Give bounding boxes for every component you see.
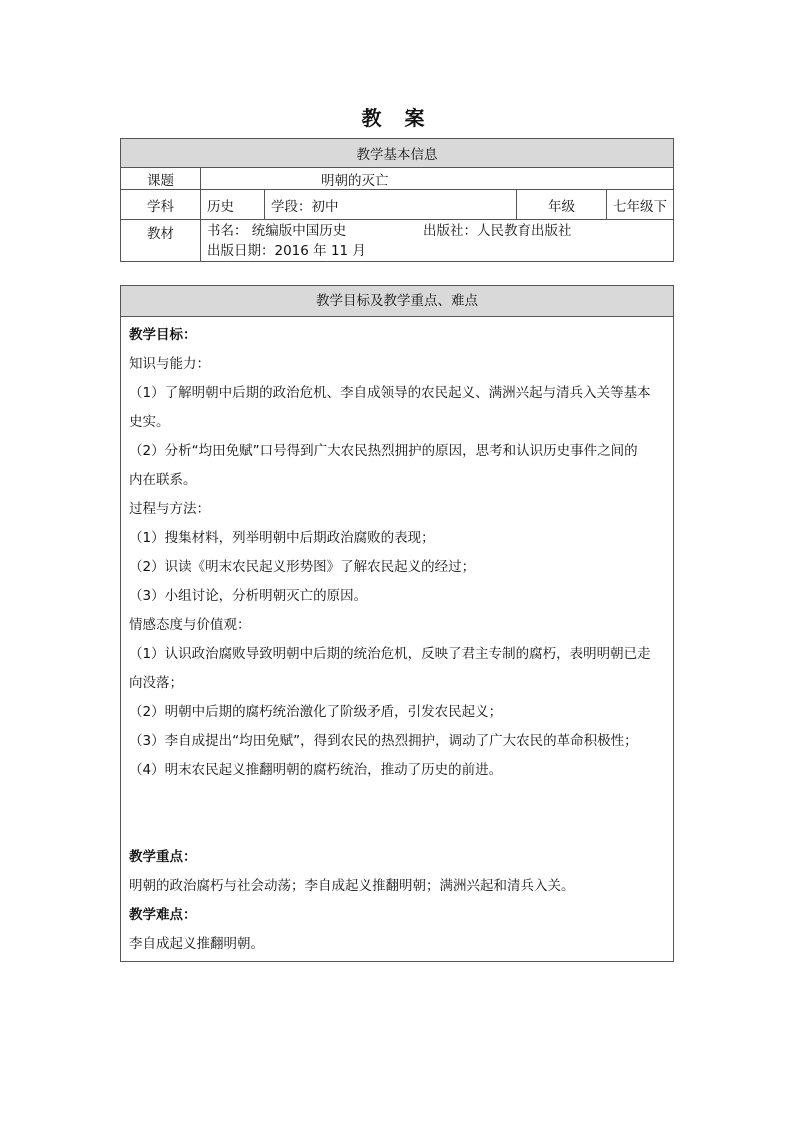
goal-line: （1）了解明朝中后期的政治危机、李自成领导的农民起义、满洲兴起与清兵入关等基本 <box>129 385 651 401</box>
goals-header: 教学目标及教学重点、难点 <box>121 286 673 317</box>
goals-section <box>120 285 674 962</box>
goal-line: （3）小组讨论，分析明朝灭亡的原因。 <box>129 588 368 604</box>
goals-body <box>121 317 673 959</box>
goal-line: （1）搜集材料，列举明朝中后期政治腐败的表现； <box>129 530 435 546</box>
goal-line: （2）分析“均田免赋”口号得到广大农民热烈拥护的原因，思考和认识历史事件之间的 <box>129 443 638 459</box>
key-points-label: 教学重点： <box>129 849 197 865</box>
publisher: 出版社：人民教育出版社 <box>423 222 572 239</box>
topic-value: 明朝的灭亡 <box>201 168 674 190</box>
grade-value: 七年级下 <box>607 190 674 220</box>
grade-label: 年级 <box>517 190 607 220</box>
difficult-points-text: 李自成起义推翻明朝。 <box>129 936 264 952</box>
goal-line: （2）明朝中后期的腐朽统治激化了阶级矛盾，引发农民起义； <box>129 704 503 720</box>
key-points-text: 明朝的政治腐朽与社会动荡；李自成起义推翻明朝；满洲兴起和清兵入关。 <box>129 878 575 894</box>
blank-space <box>129 785 667 843</box>
goal-line: 过程与方法： <box>129 501 210 517</box>
goal-line: 向没落； <box>129 675 183 691</box>
goal-line: 教学目标： <box>129 327 197 343</box>
difficult-points-label: 教学难点： <box>129 907 197 923</box>
subject-label: 学科 <box>121 190 201 220</box>
goal-line: 史实。 <box>129 414 170 430</box>
textbook-cell <box>201 220 674 262</box>
topic-label: 课题 <box>121 168 201 190</box>
textbook-label: 教材 <box>121 220 201 262</box>
goal-line: 情感态度与价值观： <box>129 617 251 633</box>
pub-date: 出版日期：2016 年 11 月 <box>207 242 366 259</box>
stage-value: 学段：初中 <box>265 190 517 220</box>
basic-info-table <box>120 138 674 262</box>
subject-value: 历史 <box>201 190 265 220</box>
goal-line: 内在联系。 <box>129 472 197 488</box>
book-name: 书名： 统编版中国历史 <box>207 222 347 239</box>
goal-line: （3）李自成提出“均田免赋”，得到农民的热烈拥护，调动了广大农民的革命积极性； <box>129 733 638 749</box>
page-title: 教 案 <box>361 106 433 130</box>
basic-info-header: 教学基本信息 <box>121 139 674 168</box>
goal-line: （1）认识政治腐败导致明朝中后期的统治危机，反映了君主专制的腐朽，表明明朝已走 <box>129 646 651 662</box>
goal-line: （4）明末农民起义推翻明朝的腐朽统治，推动了历史的前进。 <box>129 762 503 778</box>
goal-line: （2）识读《明末农民起义形势图》了解农民起义的经过； <box>129 559 476 575</box>
goal-line: 知识与能力： <box>129 356 210 372</box>
